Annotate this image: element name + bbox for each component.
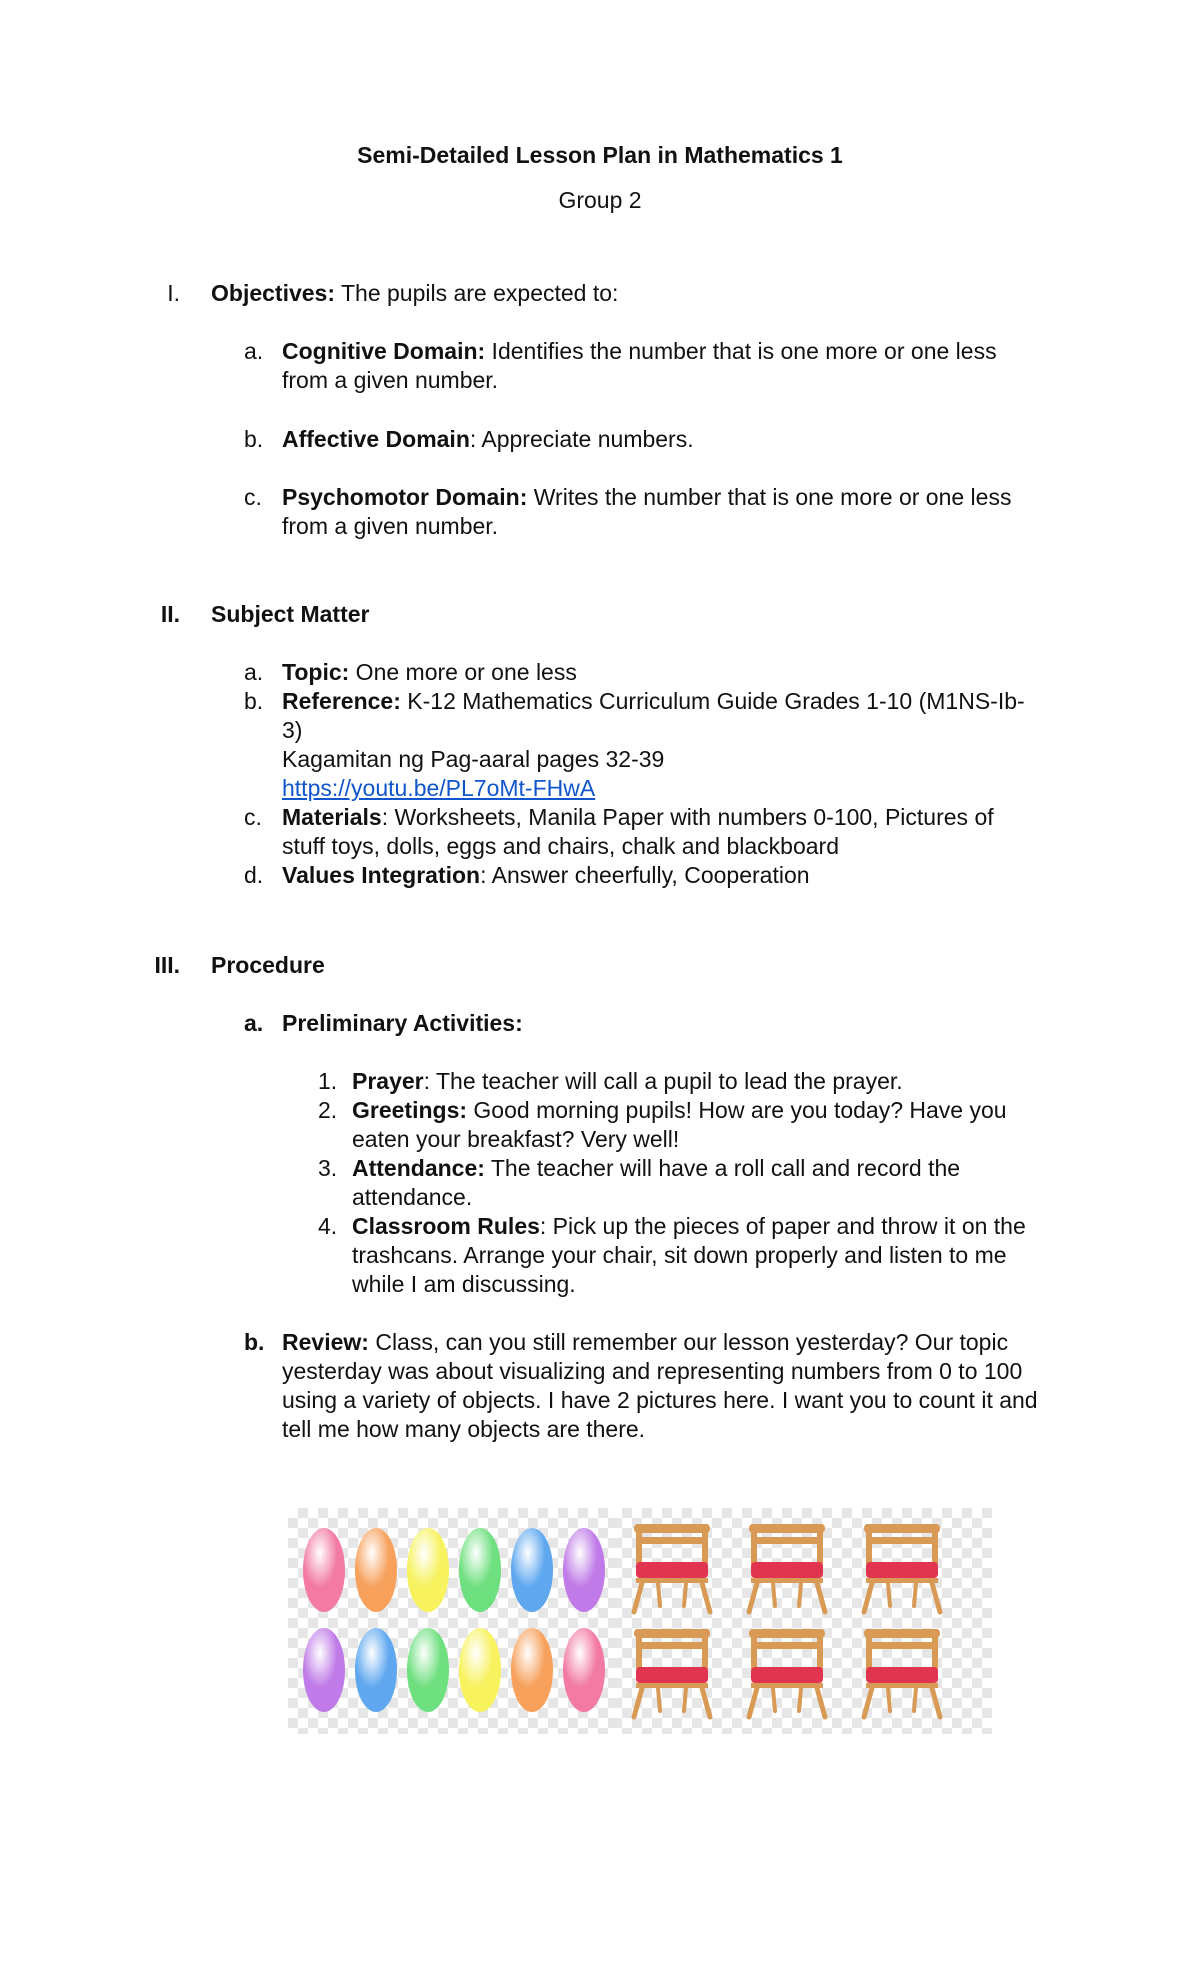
egg-12 — [563, 1628, 605, 1712]
egg-6 — [563, 1528, 605, 1612]
activity-classroom-rules-cont2: while I am discussing. — [352, 1271, 576, 1297]
egg-3 — [407, 1528, 449, 1612]
activity-attendance-cont: attendance. — [352, 1184, 473, 1210]
egg-10 — [459, 1628, 501, 1712]
chair-2 — [749, 1524, 825, 1612]
objective-letter: c. — [244, 484, 262, 510]
activity-text: : Pick up the pieces of paper and throw it on the — [539, 1213, 1026, 1239]
activity-attendance — [352, 1154, 960, 1183]
review-text: Class, can you still remember our lesson yesterday? Our topic — [368, 1329, 1009, 1355]
preliminary-heading: Preliminary Activities: — [282, 1010, 523, 1036]
review-cont: using a variety of objects. I have 2 pictures here. I want you to count it and — [282, 1387, 1038, 1413]
review-paragraph — [282, 1328, 1008, 1357]
subject-letter: c. — [244, 804, 262, 830]
egg-1 — [303, 1528, 345, 1612]
egg-4 — [459, 1528, 501, 1612]
review-cont: yesterday was about visualizing and representing numbers from 0 to 100 — [282, 1358, 1023, 1384]
subject-letter: b. — [244, 688, 264, 714]
chairs-picture — [612, 1508, 992, 1734]
procedure-heading: Procedure — [211, 952, 325, 978]
chair-5 — [749, 1629, 825, 1717]
section-numeral-objectives: I. — [167, 280, 180, 306]
topic-label: Topic: — [282, 659, 350, 685]
subject-topic — [282, 658, 577, 687]
chair-3 — [864, 1524, 940, 1612]
activity-label: Greetings: — [352, 1097, 468, 1123]
subject-materials — [282, 803, 994, 832]
procedure-letter: a. — [244, 1010, 264, 1036]
chair-4 — [634, 1629, 710, 1717]
activity-number: 2. — [318, 1097, 338, 1123]
group-label: Group 2 — [558, 187, 642, 213]
objective-label: Cognitive Domain: — [282, 338, 486, 364]
egg-2 — [355, 1528, 397, 1612]
activity-label: Attendance: — [352, 1155, 485, 1181]
eggs-picture — [288, 1508, 612, 1734]
subject-reference — [282, 687, 1025, 716]
egg-5 — [511, 1528, 553, 1612]
objectives-label: Objectives: — [211, 280, 335, 306]
activity-text: The teacher will have a roll call and record the — [484, 1155, 961, 1181]
egg-9 — [407, 1628, 449, 1712]
page-title: Semi-Detailed Lesson Plan in Mathematics 1 — [357, 142, 843, 168]
activity-classroom-rules-cont: trashcans. Arrange your chair, sit down properly and listen to me — [352, 1242, 1007, 1268]
review-cont: tell me how many objects are there. — [282, 1416, 646, 1442]
objective-cognitive — [282, 337, 997, 366]
reference-kagamitan: Kagamitan ng Pag-aaral pages 32-39 — [282, 746, 665, 772]
objective-label: Affective Domain — [282, 426, 470, 452]
eggs-illustration — [288, 1508, 612, 1734]
materials-cont: stuff toys, dolls, eggs and chairs, chalk and blackboard — [282, 833, 840, 859]
egg-7 — [303, 1628, 345, 1712]
objective-psychomotor-cont: from a given number. — [282, 513, 499, 539]
activity-prayer — [352, 1067, 903, 1096]
review-pictures — [288, 1508, 992, 1734]
activity-label: Prayer — [352, 1068, 424, 1094]
reference-video-link[interactable]: https://youtu.be/PL7oMt-FHwA — [282, 775, 596, 801]
subject-matter-heading: Subject Matter — [211, 601, 370, 627]
chairs-illustration — [612, 1508, 992, 1734]
values-text: : Answer cheerfully, Cooperation — [480, 862, 810, 888]
objective-letter: a. — [244, 338, 264, 364]
chair-1 — [634, 1524, 710, 1612]
activity-number: 1. — [318, 1068, 338, 1094]
objective-letter: b. — [244, 426, 264, 452]
subject-letter: a. — [244, 659, 264, 685]
objective-cognitive-cont: from a given number. — [282, 367, 499, 393]
activity-greetings — [352, 1096, 1007, 1125]
activity-classroom-rules — [352, 1212, 1026, 1241]
reference-text: K-12 Mathematics Curriculum Guide Grades 1-10 (M1NS-Ib- — [400, 688, 1025, 714]
objectives-heading — [211, 279, 618, 308]
activity-label: Classroom Rules — [352, 1213, 540, 1239]
subject-letter: d. — [244, 862, 264, 888]
egg-8 — [355, 1628, 397, 1712]
materials-label: Materials — [282, 804, 382, 830]
section-numeral-procedure: III. — [154, 952, 180, 978]
objective-text: Writes the number that is one more or one less — [527, 484, 1012, 510]
activity-text: Good morning pupils! How are you today? Have you — [467, 1097, 1007, 1123]
activity-number: 3. — [318, 1155, 338, 1181]
objectives-intro: The pupils are expected to: — [335, 280, 619, 306]
materials-text: : Worksheets, Manila Paper with numbers 0-100, Pictures of — [381, 804, 994, 830]
reference-cont: 3) — [282, 717, 303, 743]
topic-text: One more or one less — [349, 659, 577, 685]
procedure-letter: b. — [244, 1329, 265, 1355]
objective-affective — [282, 425, 694, 454]
egg-11 — [511, 1628, 553, 1712]
objective-text: Identifies the number that is one more or one less — [485, 338, 997, 364]
chair-6 — [864, 1629, 940, 1717]
activity-number: 4. — [318, 1213, 338, 1239]
objective-label: Psychomotor Domain: — [282, 484, 528, 510]
subject-values — [282, 861, 810, 890]
reference-label: Reference: — [282, 688, 401, 714]
activity-text: : The teacher will call a pupil to lead the prayer. — [423, 1068, 903, 1094]
values-label: Values Integration — [282, 862, 481, 888]
activity-greetings-cont: eaten your breakfast? Very well! — [352, 1126, 680, 1152]
objective-psychomotor — [282, 483, 1011, 512]
objective-text: : Appreciate numbers. — [469, 426, 694, 452]
review-label: Review: — [282, 1329, 369, 1355]
section-numeral-subject: II. — [160, 601, 180, 627]
